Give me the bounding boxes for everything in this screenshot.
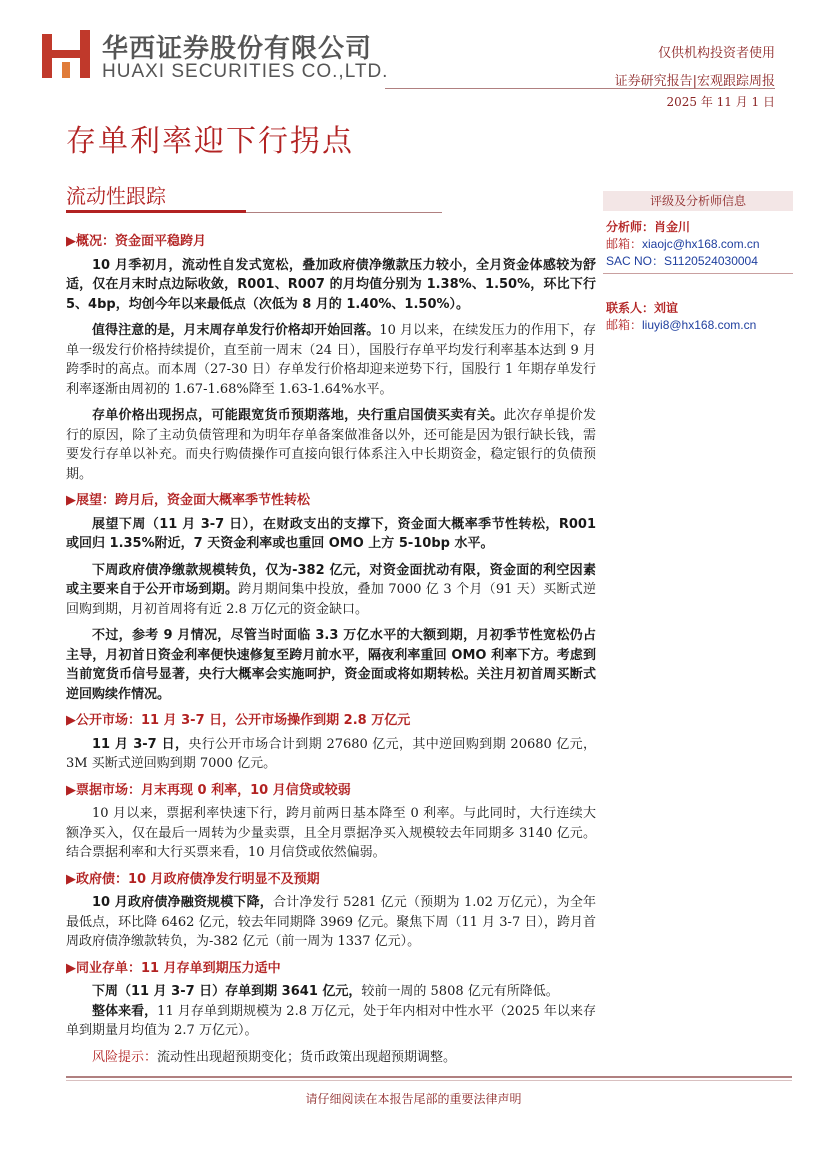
subhead-open-market: ▶公开市场：11 月 3-7 日，公开市场操作到期 2.8 万亿元: [66, 713, 411, 728]
subhead-bill-market: ▶票据市场：月末再现 0 利率，10 月信贷或较弱: [66, 782, 351, 798]
analyst-email-line: [606, 235, 760, 252]
footer-rule-thin: [66, 1080, 792, 1081]
para-text: 合计净发行 5281 亿元（预期为 1.02 万亿元），为全年最低点，环比降 6462 亿元，较去年同期降 3969 亿元。聚焦下周（11 月 3-7 日），跨月首周政府债净缴款转负，为-382 亿元（前一周为 1337 亿元）。: [66, 895, 596, 949]
analyst-name: 肖金川: [654, 220, 691, 234]
contact-label: 联系人：: [606, 301, 655, 315]
paragraph: [66, 321, 596, 399]
para-bold: 下周（11 月 3-7 日）存单到期 3641 亿元，: [92, 984, 362, 999]
report-date: 2025 年 11 月 1 日: [666, 95, 775, 109]
para-bold: 下周政府债净缴款规模转负，仅为-382 亿元，对资金面扰动有限，资金面的利空因素或主要来自于公开市场到期。: [66, 562, 596, 597]
risk-warning: [66, 1048, 596, 1068]
paragraph: [66, 982, 596, 1002]
para-bold: 整体来看，: [92, 1003, 158, 1019]
para-text: 10 月以来，票据利率快速下行，跨月前两日基本降至 0 利率。与此同时，大行连续大额净买入，仅在最后一周转为少量卖票，且全月票据净买入规模较去年同期多 3140 亿元。结合票据利率和大行买票来看，10 月信贷或依然偏弱。: [66, 806, 596, 860]
para-bold: 11 月 3-7 日，: [92, 736, 189, 752]
sac-number: S1120524030004: [664, 254, 758, 268]
analyst-email-link[interactable]: xiaojc@hx168.com.cn: [642, 237, 760, 251]
section-rule: [246, 212, 442, 213]
sac-line: [606, 252, 758, 269]
para-text: 此次存单提价发行的原因，除了主动负债管理和为明年存单备案做准备以外，还可能是因为银行缺长钱，需要发行存单以补充。而央行购债操作可直接向银行体系注入中长期资金，稳定银行的负债预期。: [66, 408, 596, 482]
company-name-cn: 华西证券股份有限公司: [102, 34, 373, 64]
para-text: 11 月存单到期规模为 2.8 万亿元，处于年内相对中性水平（2025 年以来存单到期量月均值为 2.7 万亿元）。: [66, 1003, 596, 1038]
paragraph: [66, 406, 596, 484]
paragraph: [66, 626, 596, 704]
risk-label: 风险提示：: [92, 1049, 158, 1065]
contact-email-link[interactable]: liuyi8@hx168.com.cn: [642, 318, 757, 332]
paragraph: [66, 515, 596, 554]
para-text: 央行公开市场合计到期 27680 亿元，其中逆回购到期 20680 亿元，3M 买断式逆回购到期 7000 亿元。: [66, 736, 597, 771]
report-type: 证券研究报告|宏观跟踪周报: [614, 74, 775, 89]
paragraph: [66, 804, 596, 863]
sidebar-divider: [603, 273, 793, 274]
paragraph: [66, 893, 596, 952]
audience-note: 仅供机构投资者使用: [657, 46, 775, 61]
subhead-outlook: ▶展望：跨月后，资金面大概率季节性转松: [66, 493, 310, 508]
company-name-en: HUAXI SECURITIES CO.,LTD.: [102, 61, 389, 82]
paragraph: [66, 256, 596, 315]
rating-box-title: 评级及分析师信息: [603, 191, 793, 211]
report-body: [66, 232, 596, 1067]
para-bold: 值得注意的是，月末周存单发行价格却开始回落。: [92, 323, 380, 338]
section-underline: [66, 210, 246, 213]
analyst-line: [606, 218, 690, 235]
paragraph: [66, 735, 596, 774]
para-text: 较前一周的 5808 亿元有所降低。: [361, 984, 559, 999]
contact-line: [606, 299, 678, 316]
subhead-ncd: ▶同业存单：11 月存单到期压力适中: [66, 960, 281, 976]
para-text: 10 月以来，在续发压力的作用下，存单一级发行价格持续提价，直至前一周末（24 日），国股行存单平均发行利率基本达到 9 月跨季时的高点。而本周（27-30 日）存单发行价格却迎来逆势下行，国股行 1 年期存单发行利率逐渐由周初的 1.67-1.68%降至 1.63-1.64%水平。: [66, 323, 596, 397]
company-logo-icon: [40, 28, 92, 84]
para-bold: 10 月政府债净融资规模下降，: [92, 895, 273, 910]
para-text: 跨月期间集中投放，叠加 7000 亿 3 个月（91 天）买断式逆回购到期，月初首周将有近 2.8 万亿元的资金缺口。: [66, 582, 596, 617]
footer-rule: [66, 1076, 792, 1078]
para-bold: 存单价格出现拐点，可能跟宽货币预期落地，央行重启国债买卖有关。: [92, 408, 504, 423]
para-bold: 展望下周（11 月 3-7 日），在财政支出的支撑下，资金面大概率季节性转松，R001 或回归 1.35%附近，7 天资金利率或也重回 OMO 上方 5-10bp 水平。: [66, 516, 596, 551]
contact-name: 刘谊: [654, 301, 679, 315]
email-label: 邮箱：: [606, 237, 643, 251]
analyst-label: 分析师：: [606, 220, 655, 234]
subhead-gov-bonds: ▶政府债：10 月政府债净发行明显不及预期: [66, 871, 320, 887]
sac-label: SAC NO：: [606, 254, 665, 268]
legal-notice: 请仔细阅读在本报告尾部的重要法律声明: [305, 1092, 522, 1106]
risk-text: 流动性出现超预期变化；货币政策出现超预期调整。: [157, 1049, 457, 1065]
paragraph: [66, 1002, 596, 1041]
page-title: 存单利率迎下行拐点: [66, 124, 354, 159]
para-bold: 不过，参考 9 月情况，尽管当时面临 3.3 万亿水平的大额到期，月初季节性宽松仍占主导，月初首日资金利率便快速修复至跨月前水平，隔夜利率重回 OMO 利率下方。考虑到当前宽货币信号显著，央行大概率会实施呵护，资金面或将如期转松。关注月初首周买断式逆回购续作情况。: [66, 628, 596, 702]
section-title: 流动性跟踪: [66, 184, 166, 208]
email-label-2: 邮箱：: [606, 318, 643, 332]
contact-email-line: [606, 316, 756, 333]
paragraph: [66, 561, 596, 620]
para-bold: 10 月季初月，流动性自发式宽松，叠加政府债净缴款压力较小，全月资金体感较为舒适，仅在月末时点边际收敛，R001、R007 的月均值分别为 1.38%、1.50%，环比下行 5、4bp，均创今年以来最低点（次低为 8 月的 1.40%、1.50%）。: [66, 257, 596, 312]
subhead-overview: ▶概况：资金面平稳跨月: [66, 234, 206, 249]
